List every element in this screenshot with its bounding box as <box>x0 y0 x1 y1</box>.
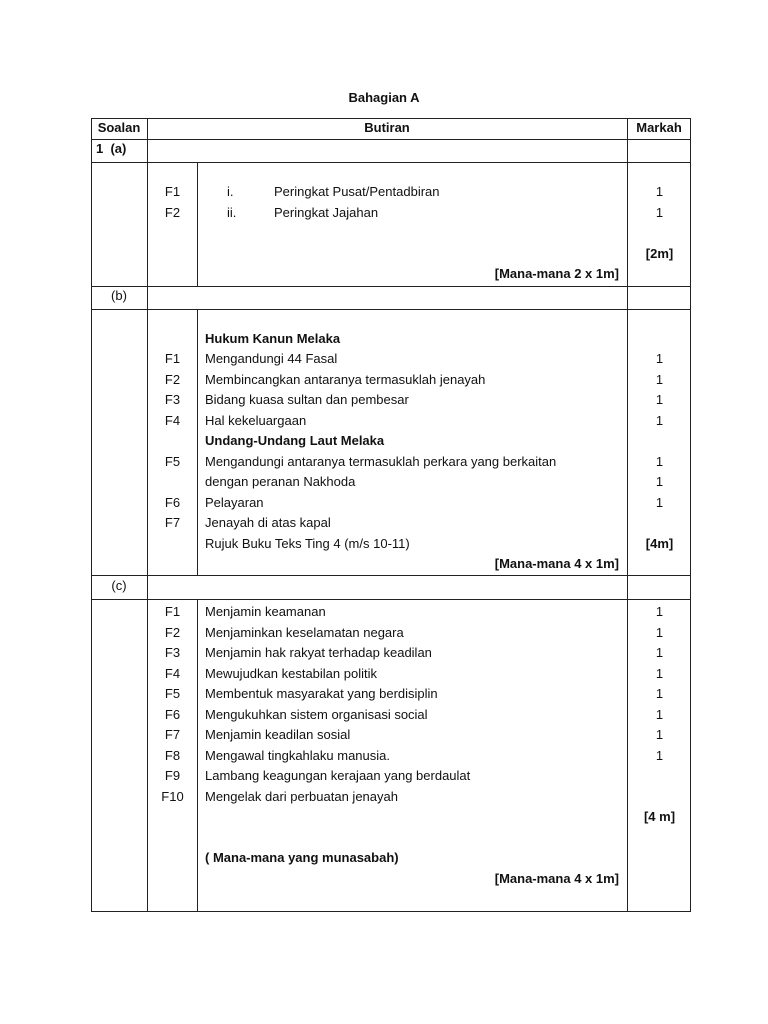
remark-text: ( Mana-mana yang munasabah) <box>205 850 399 865</box>
header-butiran: Butiran <box>364 120 410 135</box>
item-code: F8 <box>164 748 181 763</box>
subheading: Hukum Kanun Melaka <box>205 331 341 346</box>
row-divider <box>91 309 691 310</box>
row-divider <box>91 162 691 163</box>
item-mark: 1 <box>655 372 664 387</box>
item-mark: 1 <box>655 625 664 640</box>
item-mark: 1 <box>655 727 664 742</box>
reference-text: Rujuk Buku Teks Ting 4 (m/s 10-11) <box>205 536 410 551</box>
item-mark: 1 <box>655 604 664 619</box>
item-mark: 1 <box>655 666 664 681</box>
item-mark: 1 <box>655 748 664 763</box>
subheading: Undang-Undang Laut Melaka <box>205 433 385 448</box>
total-mark: [4m] <box>645 536 674 551</box>
question-label-c: (c) <box>111 578 127 593</box>
total-mark: [2m] <box>645 246 674 261</box>
item-mark: 1 <box>655 454 664 469</box>
item-text: Mewujudkan kestabilan politik <box>205 666 377 681</box>
item-text: dengan peranan Nakhoda <box>205 474 356 489</box>
item-text: Menjamin hak rakyat terhadap keadilan <box>205 645 432 660</box>
item-mark: 1 <box>655 392 664 407</box>
item-code: F1 <box>164 184 181 199</box>
item-text: Menjaminkan keselamatan negara <box>205 625 404 640</box>
item-text: Mengandungi antaranya termasuklah perkara yang berkaitan <box>205 454 557 469</box>
row-divider <box>91 139 691 140</box>
scoring-note: [Mana-mana 4 x 1m] <box>494 871 619 886</box>
scoring-note: [Mana-mana 4 x 1m] <box>494 556 619 571</box>
item-text: Peringkat Jajahan <box>274 205 379 220</box>
answer-table <box>91 118 691 912</box>
item-text: Menjamin keadilan sosial <box>205 727 351 742</box>
item-code: F9 <box>164 768 181 783</box>
item-text: Hal kekeluargaan <box>205 413 307 428</box>
item-numeral: ii. <box>227 205 237 220</box>
item-text: Bidang kuasa sultan dan pembesar <box>205 392 409 407</box>
item-code: F4 <box>164 413 181 428</box>
item-code: F5 <box>164 686 181 701</box>
scoring-note: [Mana-mana 2 x 1m] <box>494 266 619 281</box>
item-code: F1 <box>164 351 181 366</box>
item-text: Mengukuhkan sistem organisasi social <box>205 707 428 722</box>
item-text: Mengawal tingkahlaku manusia. <box>205 748 390 763</box>
item-text: Lambang keagungan kerajaan yang berdaulat <box>205 768 471 783</box>
code-divider <box>197 309 198 575</box>
table-border-right <box>690 118 691 912</box>
item-code: F5 <box>164 454 181 469</box>
item-code: F3 <box>164 392 181 407</box>
item-text: Jenayah di atas kapal <box>205 515 331 530</box>
item-mark: 1 <box>655 205 664 220</box>
row-divider <box>91 286 691 287</box>
item-code: F10 <box>161 789 184 804</box>
item-mark: 1 <box>655 413 664 428</box>
table-border-left <box>91 118 92 912</box>
item-text: Peringkat Pusat/Pentadbiran <box>274 184 440 199</box>
item-code: F7 <box>164 515 181 530</box>
item-text: Mengandungi 44 Fasal <box>205 351 338 366</box>
code-divider <box>197 162 198 286</box>
header-soalan: Soalan <box>97 120 141 135</box>
item-mark: 1 <box>655 645 664 660</box>
table-border-bottom <box>91 911 691 912</box>
item-code: F1 <box>164 604 181 619</box>
table-border-top <box>91 118 691 119</box>
total-mark: [4 m] <box>643 809 676 824</box>
item-text: Menjamin keamanan <box>205 604 326 619</box>
item-mark: 1 <box>655 495 664 510</box>
question-label-1a: 1 (a) <box>96 141 127 156</box>
page-title: Bahagian A <box>348 90 420 105</box>
item-mark: 1 <box>655 474 664 489</box>
item-code: F2 <box>164 625 181 640</box>
column-divider <box>627 118 628 912</box>
code-divider <box>197 599 198 911</box>
item-mark: 1 <box>655 686 664 701</box>
row-divider <box>91 599 691 600</box>
item-text: Membincangkan antaranya termasuklah jenayah <box>205 372 486 387</box>
item-text: Mengelak dari perbuatan jenayah <box>205 789 398 804</box>
row-divider <box>91 575 691 576</box>
item-mark: 1 <box>655 707 664 722</box>
item-code: F7 <box>164 727 181 742</box>
item-code: F3 <box>164 645 181 660</box>
item-text: Membentuk masyarakat yang berdisiplin <box>205 686 438 701</box>
item-mark: 1 <box>655 184 664 199</box>
item-code: F4 <box>164 666 181 681</box>
item-numeral: i. <box>227 184 234 199</box>
item-code: F6 <box>164 707 181 722</box>
item-code: F2 <box>164 205 181 220</box>
question-label-b: (b) <box>111 288 127 303</box>
header-markah: Markah <box>636 120 682 135</box>
item-code: F2 <box>164 372 181 387</box>
item-text: Pelayaran <box>205 495 264 510</box>
item-code: F6 <box>164 495 181 510</box>
item-mark: 1 <box>655 351 664 366</box>
